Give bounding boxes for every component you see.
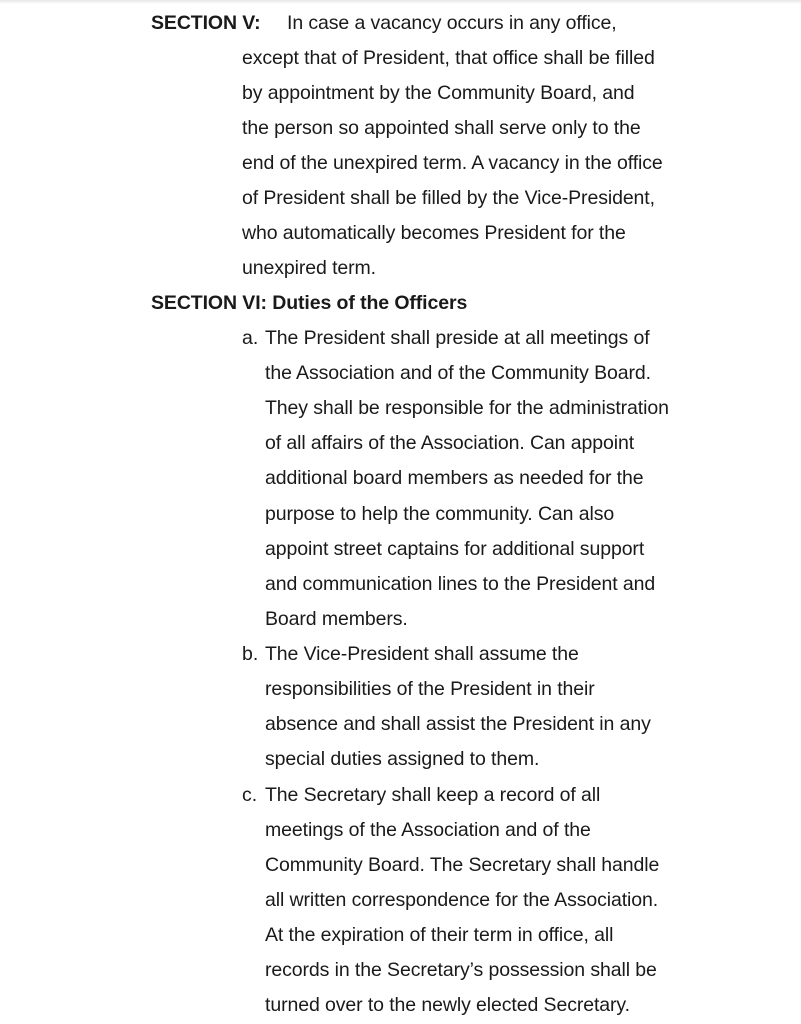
duty-item-line: At the expiration of their term in office, all	[265, 924, 614, 946]
section-v-line: unexpired term.	[242, 257, 376, 279]
duty-item-line: The Vice-President shall assume the	[265, 643, 579, 665]
duty-item-line: additional board members as needed for the	[265, 467, 644, 489]
duty-item-line: absence and shall assist the President in any	[265, 713, 651, 735]
list-marker: b.	[242, 643, 259, 665]
duty-item-line: turned over to the newly elected Secretary.	[265, 994, 630, 1016]
section-v-line: In case a vacancy occurs in any office,	[287, 12, 617, 34]
duty-item-line: records in the Secretary’s possession shall be	[265, 959, 657, 981]
section-v-line: the person so appointed shall serve only to the	[242, 117, 641, 139]
duty-item-line: all written correspondence for the Association.	[265, 889, 659, 911]
duty-item-line: of all affairs of the Association. Can appoint	[265, 432, 635, 454]
section-v-line: of President shall be filled by the Vice-President,	[242, 187, 655, 209]
section-v-line: by appointment by the Community Board, and	[242, 82, 635, 104]
duty-item-line: They shall be responsible for the administration	[265, 397, 669, 419]
duty-item-line: meetings of the Association and of the	[265, 819, 591, 841]
duty-item-line: appoint street captains for additional support	[265, 538, 645, 560]
duty-item-line: Community Board. The Secretary shall handle	[265, 854, 660, 876]
duty-item-line: purpose to help the community. Can also	[265, 503, 615, 525]
duty-item-line: The President shall preside at all meetings of	[265, 327, 650, 349]
duty-item-line: The Secretary shall keep a record of all	[265, 784, 601, 806]
section-v-line: who automatically becomes President for the	[242, 222, 626, 244]
list-marker: c.	[242, 784, 258, 806]
section-v-line: except that of President, that office shall be filled	[242, 47, 655, 69]
list-marker: a.	[242, 327, 259, 349]
duty-item-line: Board members.	[265, 608, 408, 630]
page-top-edge	[0, 0, 801, 4]
section-vi-heading: SECTION VI: Duties of the Officers	[151, 292, 468, 314]
section-v-heading: SECTION V:	[151, 12, 261, 34]
duty-item-line: the Association and of the Community Board.	[265, 362, 651, 384]
duty-item-line: responsibilities of the President in their	[265, 678, 595, 700]
duty-item-line: special duties assigned to them.	[265, 748, 540, 770]
section-v-line: end of the unexpired term. A vacancy in the office	[242, 152, 663, 174]
duty-item-line: and communication lines to the President and	[265, 573, 656, 595]
